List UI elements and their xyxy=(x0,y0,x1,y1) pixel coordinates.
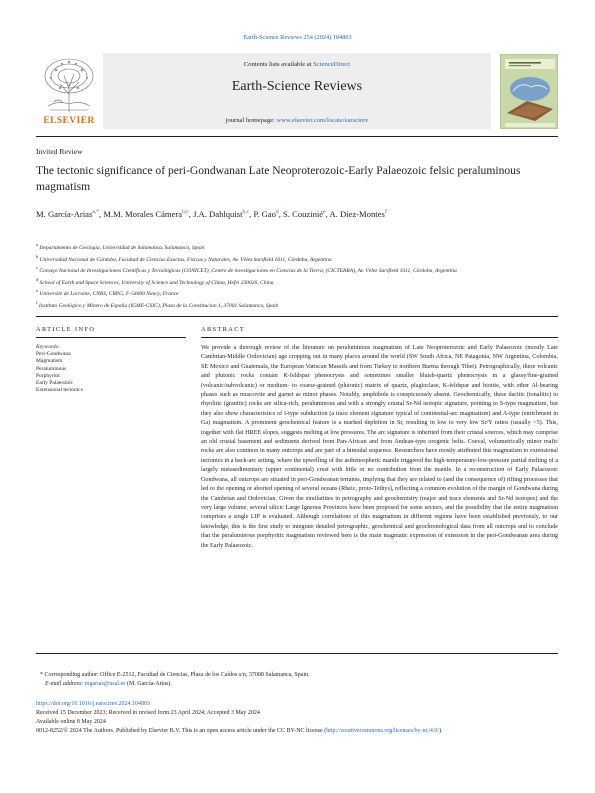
homepage-link[interactable]: www.elsevier.com/locate/earscirev xyxy=(276,117,369,124)
journal-reference-link[interactable]: Earth-Science Reviews 254 (2024) 104803 xyxy=(243,34,352,41)
license-prefix: 0012-8252/© 2024 The Authors. Published by Elsevier B.V. This is an open access article under the CC BY-NC license ( xyxy=(36,728,327,735)
abstract-bottom-divider xyxy=(36,653,558,654)
abstract-divider xyxy=(201,337,558,338)
doi-link[interactable]: https://doi.org/10.1016/j.earscirev.2024.104803 xyxy=(36,701,150,707)
publisher-logo-text: ELSEVIER xyxy=(43,116,95,126)
abstract-heading: ABSTRACT xyxy=(201,326,246,333)
corresponding-author-line xyxy=(40,671,558,680)
affiliation-text: Departamento de Geología, Universidad de Salamanca, Salamanca, Spain xyxy=(39,244,205,251)
affiliation-mark: d xyxy=(36,276,39,282)
abstract-body: We provide a thorough review of the literature on peraluminous magmatism of Late Neoproterozoic and Early Palaeozoic (mostly Late Cambrian-Middle Ordovician) age cropping out in many places around the world (SW South Africa, NE Patagonia, NW Argentina, Colombia, SE Mexico and Guatemala, the European Variscan Massifs and from Turkey to northern Burma through Tibet). Petrographically, these volcanic and plutonic rocks contain K-feldspar phenocrysts and sometimes smaller bluish-quartz phenocrysts in a glassy/fine-grained (volcanic/subvolcanic) or medium- to coarse-grained (plutonic) matrix of quartz, plagioclase, K-feldspar and biotite, with other Al-bearing phases such as muscovite and garnet as minor phases. Notably, amphibole is conspicuously absent. Geochemically, these dacitic (tonalitic) to rhyolitic (granitic) rocks are silica-rich, peraluminous and with a strongly crustal Sr-Nd isotopic signature, pointing to S-type magmatism, but they also show characteristics of I-type subduction (a trace element signature typical of continental-arc magmatism) and A-type (enrichment in Ga) magmatism. A prominent geochemical feature is a marked depletion in Sr, resulting in low to very low Sr/Y ratios (usually <5). This, together with flat HREE slopes, suggests melting at low pressures. The arc signature is inherited from their crustal sources, which may comprise an old crustal basement and sediments derived from Pan-African and from Andean-type orogenic belts. Coeval, volumetrically minor mafic rocks are also common in many outcrops and are part of a bimodal sequence. Researchers have mostly attributed this magmatism to extensional tectonics in a back-arc setting, where the upwelling of the asthenospheric mantle triggered the high-temperature-low-pressure partial melting of a largely metasedimentary (upper continental) crust with little or no contribution from the mantle. In a reconstruction of Early Palaeozoic Gondwana, all outcrops are situated in peri-Gondwanan terranes, implying that they are related to (and the consequence of) rifting processes that led to the opening or aborted opening of several oceans (Rheic, proto-Tethys), reflecting a common evolution of the margin of Gondwana during the Cambrian and Ordovician. Given the similarities in petrography and geochemistry (major and trace elements and Sr-Nd isotopes) and the very large volume, several silicic Large Igneous Provinces have been proposed for some sectors, and the possibility that the entire magmatism comprises a single LIP is evaluated. Although correlations of this magmatism in different regions have been established previously, to our knowledge, this is the first study to integrate detailed petrographic, geochemical and geochronological data from all outcrops and to conclude that the peraluminous porphyritic magmatism reviewed here is the main magmatic expression of extension in the peri-Gondwanan area during the Early Palaeozoic. xyxy=(201,345,558,549)
article-type: Invited Review xyxy=(36,147,83,156)
license-line xyxy=(36,727,558,736)
author-name: A. Díez-Montes xyxy=(329,209,385,219)
author-affiliation-link[interactable]: b,c xyxy=(242,209,250,216)
corresponding-author-text: Corresponding author: Office E-2512, Facultad de Ciencias, Plaza de los Caídos s/n, 37008 Salamanca, Spain. xyxy=(44,672,310,678)
journal-cover-icon xyxy=(501,55,558,129)
affiliation-text: Universidad Nacional de Córdoba, Facultad de Ciencias Exactas, Físicas y Naturales, Av. Vélez Sarsfield 1611, Córdoba, Argentina xyxy=(39,256,332,263)
article-info-divider xyxy=(36,337,186,338)
keywords-block xyxy=(36,344,186,394)
keyword: Magmatism xyxy=(36,358,63,365)
sciencedirect-link[interactable]: ScienceDirect xyxy=(313,61,351,68)
author-separator: , xyxy=(325,209,330,219)
keyword: Peri-Gondwana xyxy=(36,351,71,358)
received-dates: Received 15 December 2023; Received in revised form 23 April 2024; Accepted 3 May 2024 xyxy=(36,710,260,717)
license-link[interactable]: http://creativecommons.org/licenses/by-nc/4.0/ xyxy=(326,728,440,735)
affiliation-item xyxy=(36,276,558,288)
author-name: J.A. Dahlquist xyxy=(193,209,243,219)
keywords-label: Keywords: xyxy=(36,344,60,350)
author-list xyxy=(36,207,558,223)
contents-line xyxy=(103,61,491,68)
elsevier-tree-icon xyxy=(36,54,102,114)
paper-title: The tectonic significance of peri-Gondwanan Late Neoproterozoic-Early Palaeozoic felsic peraluminous magmatism xyxy=(36,164,521,193)
author-separator: , xyxy=(278,209,284,219)
affiliation-item xyxy=(36,264,558,276)
affiliation-text: School of Earth and Space Sciences, University of Science and Technology of China, Hefei 230026, China xyxy=(39,279,274,286)
affiliation-text: Instituto Geológico y Minero de España (IGME-CSIC), Plaza de la Constitucion 1, 37001 Salamanca, Spain xyxy=(38,302,279,309)
keyword: Early Palaeozoic xyxy=(36,380,74,387)
publication-info xyxy=(36,700,558,736)
journal-reference[interactable] xyxy=(0,34,595,41)
author-name: M. García-Arias xyxy=(36,209,93,219)
affiliation-mark: b xyxy=(36,253,39,259)
keyword: Porphyritic xyxy=(36,372,61,379)
affiliation-item xyxy=(36,241,558,253)
email-suffix: (M. García-Arias). xyxy=(125,681,172,688)
affiliation-mark: e xyxy=(36,288,39,294)
author-affiliation-link[interactable]: f xyxy=(384,209,387,216)
author-affiliation-link[interactable]: e xyxy=(323,209,326,216)
affiliation-text: Université de Lorraine, CNRS, CRPG, F-54000 Nancy, France xyxy=(39,290,179,297)
license-suffix: ). xyxy=(439,728,443,735)
email-line xyxy=(40,680,558,689)
affiliation-mark: f xyxy=(36,299,38,305)
keyword: Peraluminous xyxy=(36,365,67,372)
footnote-star: * xyxy=(40,672,43,678)
author-affiliation-link[interactable]: d xyxy=(275,209,279,216)
author-separator: , xyxy=(249,209,254,219)
available-online: Available online 8 May 2024 xyxy=(36,719,106,726)
affiliation-list xyxy=(36,241,558,310)
author-affiliation-link[interactable]: b,c xyxy=(182,209,189,216)
corresponding-author-footnote xyxy=(40,671,558,690)
contents-prefix: Contents lists available at xyxy=(243,61,314,68)
author-name: P. Gao xyxy=(253,209,276,219)
author-separator: , xyxy=(188,209,194,219)
author-affiliation-link[interactable]: a,* xyxy=(92,209,100,216)
header-divider xyxy=(36,136,558,137)
affiliation-divider xyxy=(36,316,558,317)
journal-cover-image[interactable] xyxy=(500,54,558,129)
author-separator: , xyxy=(99,209,104,219)
author-name: S. Couzinié xyxy=(283,209,324,219)
affiliation-item xyxy=(36,287,558,299)
journal-homepage-line xyxy=(103,117,491,124)
affiliation-mark: c xyxy=(36,265,39,271)
affiliation-text: Consejo Nacional de Investigaciones Científicas y Tecnológicas (CONICET), Centro de investigaciones en Ciencias de la Tierra, (CICTERRA), Av. Vélez Sarsfield 1611, Córdoba, Argentina xyxy=(39,267,457,274)
author-name: M.M. Morales Cámera xyxy=(103,209,183,219)
affiliation-item xyxy=(36,253,558,265)
affiliation-mark: a xyxy=(36,242,39,247)
homepage-prefix: journal homepage: xyxy=(225,117,277,124)
article-info-heading: ARTICLE INFO xyxy=(36,326,96,333)
keyword: Extensional tectonics xyxy=(36,387,83,394)
email-label: E-mail address: xyxy=(45,681,85,688)
affiliation-item xyxy=(36,299,558,311)
journal-title: Earth-Science Reviews xyxy=(231,79,363,94)
email-link[interactable]: mgarias@usal.es xyxy=(84,681,126,688)
